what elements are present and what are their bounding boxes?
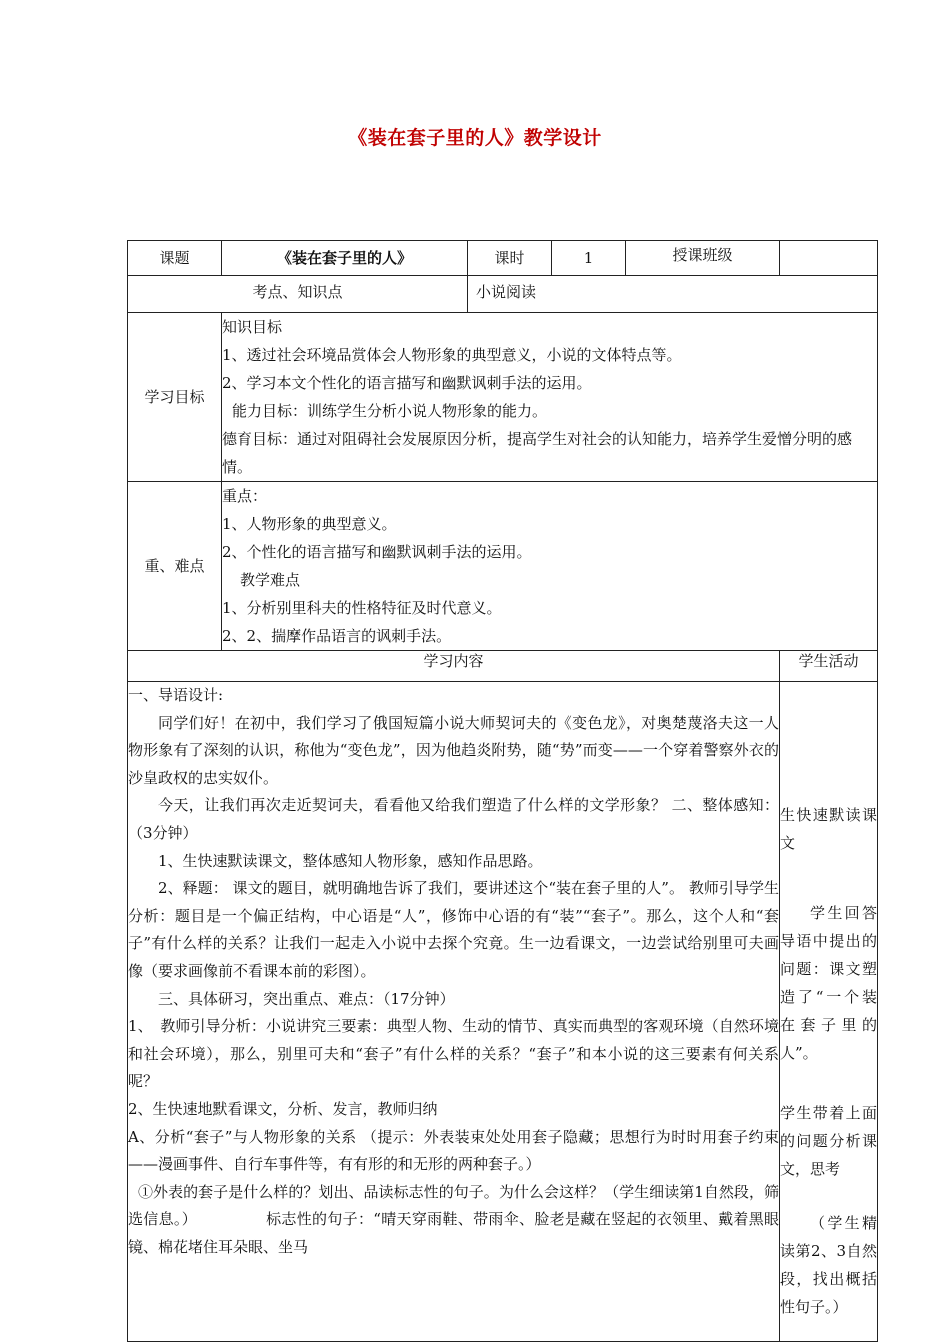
class-label: 授课班级 [626, 241, 780, 276]
activity-paragraph: 学生回答导语中提出的问题：课文塑造了“一个装在套子里的人”。 [780, 904, 878, 1062]
goals-content [222, 313, 878, 482]
goals-line: 1、透过社会环境品赏体会人物形象的典型意义，小说的文体特点等。 [222, 346, 682, 364]
student-activity [780, 682, 878, 1342]
content-paragraph: 2、生快速地默看课文，分析、发言，教师归纳 [128, 1099, 438, 1118]
topic-value: 《装在套子里的人》 [222, 241, 468, 276]
key-points-content [222, 482, 878, 651]
activity-paragraph: 学生带着上面的问题分析课文，思考 [780, 1104, 878, 1178]
activity-header-label: 学生活动 [780, 651, 878, 682]
topic-label: 课题 [128, 241, 222, 276]
goals-line: 知识目标 [222, 318, 283, 336]
content-paragraph: 今天，让我们再次走近契诃夫，看看他又给我们塑造了什么样的文学形象？ 二、整体感知：（3分钟） [128, 796, 780, 842]
goals-line: 2、学习本文个性化的语言描写和幽默讽刺手法的运用。 [222, 374, 592, 392]
content-paragraph: 1、生快速默读课文，整体感知人物形象，感知作品思路。 [158, 851, 543, 870]
content-body-row [128, 682, 878, 1342]
key-point-line: 1、分析别里科夫的性格特征及时代意义。 [222, 599, 502, 617]
period-value: 1 [552, 241, 626, 276]
header-row [128, 241, 878, 276]
goals-label: 学习目标 [128, 313, 222, 482]
content-paragraph: 1、 教师引导分析：小说讲究三要素：典型人物、生动的情节、真实而典型的客观环境（自然环境和社会环境），那么，别里可夫和“套子”有什么样的关系？“套子”和本小说的这三要素有何关系呢？ [128, 1017, 780, 1091]
content-header-row [128, 651, 878, 682]
key-point-line: 教学难点 [240, 571, 301, 589]
period-label: 课时 [468, 241, 552, 276]
lesson-plan-table [127, 240, 878, 1342]
goals-line: 德育目标：通过对阻碍社会发展原因分析，提高学生对社会的认知能力，培养学生爱憎分明的感情。 [222, 430, 853, 476]
activity-paragraph: （学生精读第2、3自然段，找出概括性句子。） [780, 1214, 878, 1316]
key-point-line: 2、个性化的语言描写和幽默讽刺手法的运用。 [222, 543, 532, 561]
content-paragraph: 同学们好！在初中，我们学习了俄国短篇小说大师契诃夫的《变色龙》，对奥楚蔑洛夫这一人物形象有了深刻的认识，称他为“变色龙”，因为他趋炎附势，随“势”而变——一个穿着警察外衣的沙皇政权的忠实奴仆。 [128, 713, 780, 787]
class-value [780, 241, 878, 276]
exam-value: 小说阅读 [468, 276, 878, 313]
key-points-label: 重、难点 [128, 482, 222, 651]
goals-row [128, 313, 878, 482]
content-paragraph: 2、释题： 课文的题目，就明确地告诉了我们，要讲述这个“装在套子里的人”。 教师引导学生分析：题目是一个偏正结构，中心语是“人”，修饰中心语的有“装”“套子”。那么，这个人和“套子”有什么样的关系？让我们一起走入小说中去探个究竟。生一边看课文，一边尝试给别里可夫画像（要求画像前不看课本前的彩图）。 [128, 879, 780, 980]
content-paragraph: 一、导语设计: [128, 686, 224, 704]
goals-line: 能力目标：训练学生分析小说人物形象的能力。 [232, 402, 548, 420]
content-paragraph: ①外表的套子是什么样的？划出、品读标志性的句子。为什么会这样？（学生细读第1自然段，筛选信息。） 标志性的句子：“晴天穿雨鞋、带雨伞、脸老是藏在竖起的衣领里、戴着黑眼镜、棉花堵住耳朵眼、坐马 [128, 1182, 780, 1256]
key-point-line: 重点： [222, 487, 268, 505]
exam-row [128, 276, 878, 313]
content-paragraph: 三、具体研习，突出重点、难点：（17分钟） [158, 989, 455, 1008]
key-points-row [128, 482, 878, 651]
key-point-line: 1、人物形象的典型意义。 [222, 515, 397, 533]
document-title: 《装在套子里的人》教学设计 [348, 127, 602, 149]
activity-paragraph: 生快速默读课文 [780, 806, 878, 852]
content-header-label: 学习内容 [128, 651, 780, 682]
key-point-line: 2、2、揣摩作品语言的讽刺手法。 [222, 627, 452, 645]
content-paragraph: A、分析“套子”与人物形象的关系 （提示：外表装束处处用套子隐藏；思想行为时时用套子约束——漫画事件、自行车事件等，有有形的和无形的两种套子。） [128, 1127, 780, 1174]
exam-label: 考点、知识点 [128, 276, 468, 313]
learning-content [128, 682, 780, 1342]
